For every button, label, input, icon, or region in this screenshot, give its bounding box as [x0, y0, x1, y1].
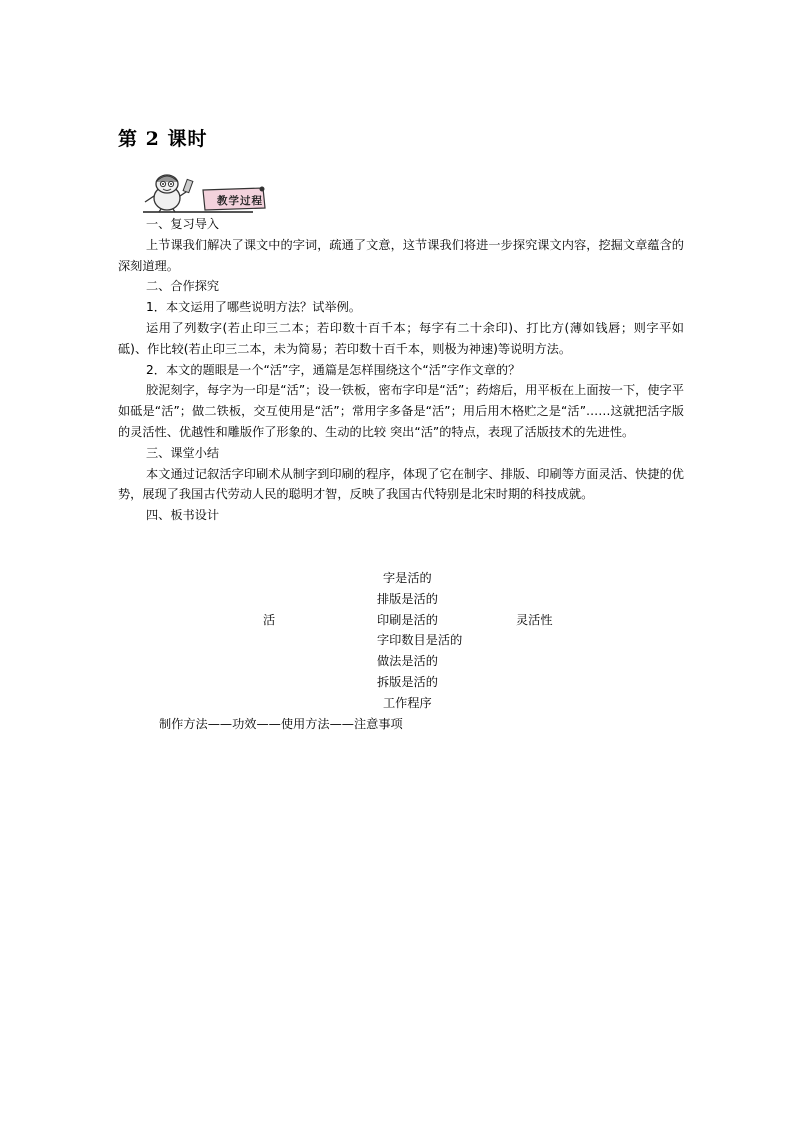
- section-heading-board: 四、板书设计: [146, 508, 220, 523]
- badge-label: 教学过程: [217, 195, 263, 207]
- section-heading-review: 一、复习导入: [146, 217, 220, 231]
- section-heading-explore: 二、合作探究: [146, 279, 220, 294]
- answer-1: 运用了列数字(若止印三二本；若印数十百千本；每字有二十余印)、打比方(薄如钱唇；则字平如砥)、作比较(若止印三二本，未为简易；若印数十百千本，则极为神速)等说明方法。: [118, 320, 684, 356]
- board-item: 字是活的: [383, 571, 432, 585]
- paragraph-review: 上节课我们解决了课文中的字词，疏通了文意，这节课我们将进一步探究课文内容，挖掘文章蕴含的深刻道理。: [118, 237, 684, 273]
- question-1: 1．本文运用了哪些说明方法？试举例。: [146, 300, 361, 315]
- question-2: 2．本文的题眼是一个“活”字，通篇是怎样围绕这个“活”字作文章的？: [146, 362, 521, 377]
- board-left-label: 活: [263, 613, 276, 627]
- board-item: 工作程序: [383, 696, 432, 710]
- board-item: 字印数目是活的: [377, 633, 463, 647]
- lesson-content: [118, 214, 684, 526]
- teaching-process-badge: [141, 172, 271, 216]
- lesson-title: 第 2 课时: [118, 128, 208, 150]
- board-right-label: 灵活性: [516, 613, 553, 627]
- board-item: 印刷是活的: [377, 613, 438, 627]
- board-item: 拆版是活的: [377, 675, 438, 689]
- board-item: 做法是活的: [377, 654, 438, 668]
- board-item: 排版是活的: [377, 592, 438, 606]
- paragraph-summary: 本文通过记叙活字印刷术从制字到印刷的程序，体现了它在制字、排版、印刷等方面灵活、快捷的优势，展现了我国古代劳动人民的聪明才智，反映了我国古代特别是北宋时期的科技成就。: [118, 466, 684, 502]
- board-footer: 制作方法——功效——使用方法——注意事项: [159, 717, 403, 731]
- section-heading-summary: 三、课堂小结: [146, 445, 220, 460]
- answer-2: 胶泥刻字，每字为一印是“活”；设一铁板，密布字印是“活”；药熔后，用平板在上面按一下，使字平如砥是“活”；做二铁板，交互使用是“活”；常用字多备是“活”；用后用木格贮之是“活”……这就把活字版的灵活性、优越性和雕版作了形象的、生动的比较 突出“活”的特点，表现了活版技术的先进性。: [118, 383, 684, 439]
